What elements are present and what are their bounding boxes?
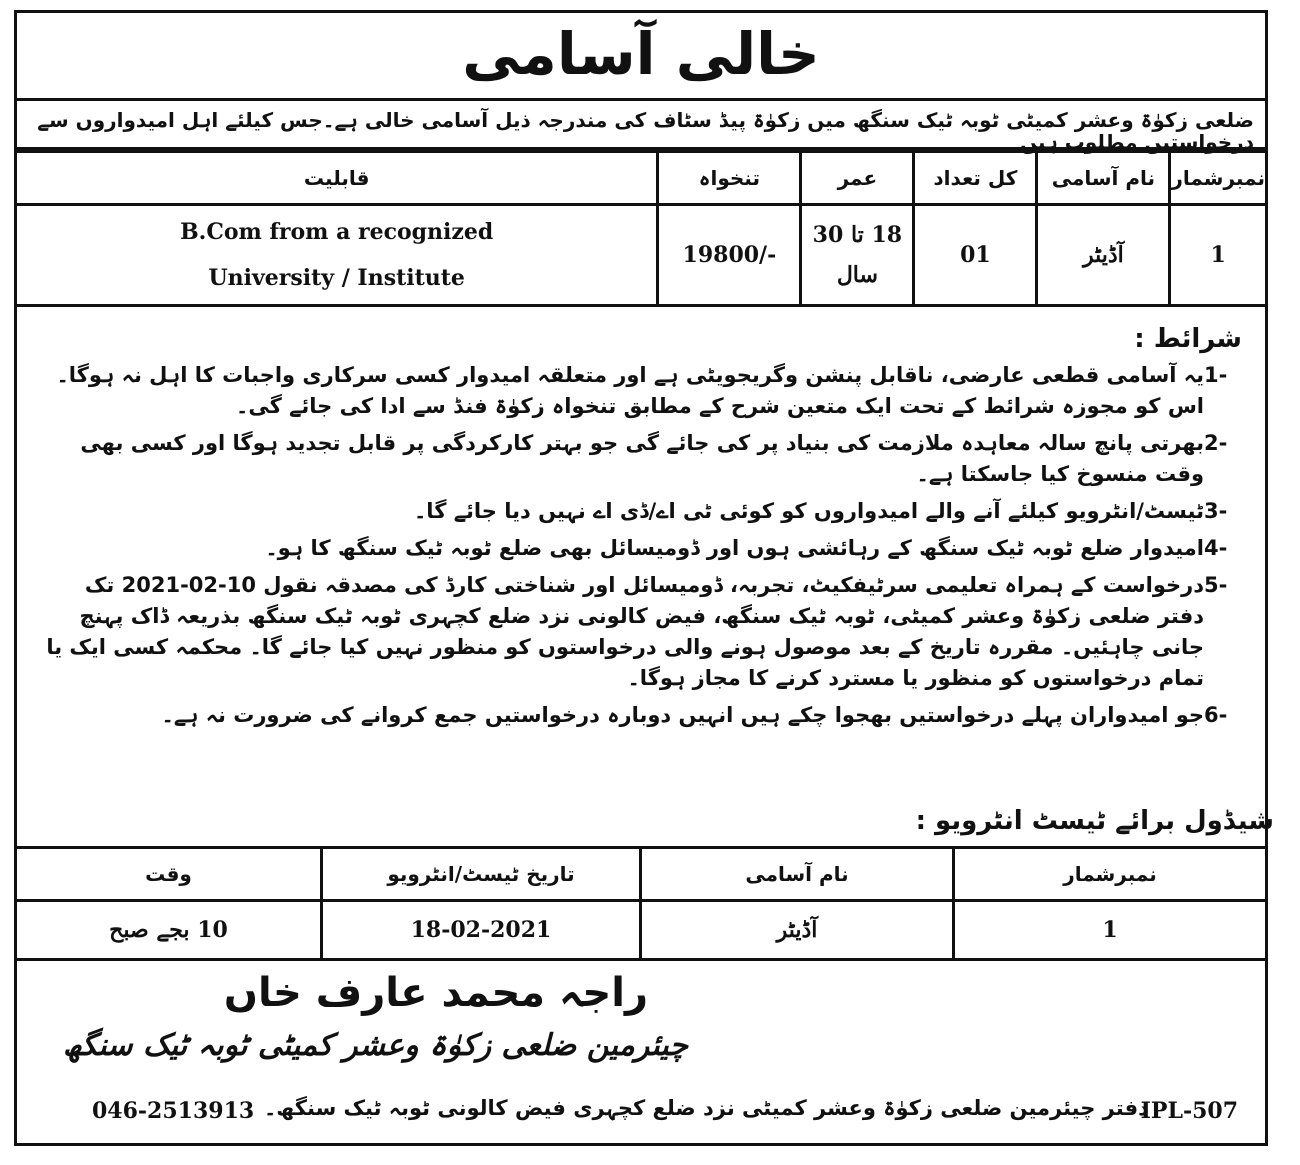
condition-text: جو امیدواران پہلے درخواستیں بھجوا چکے ہیں انہیں دوبارہ درخواستیں جمع کروانے کی ضرورت نہ ہے۔ [161, 703, 1204, 727]
cell-qualification [16, 205, 658, 306]
cell-age-line1: 18 تا 30 [812, 222, 903, 248]
footer-address: دفتر چیئرمین ضلعی زکوٰۃ وعشر کمیٹی نزد ضلع کچہری فیض کالونی ٹوبہ ٹیک سنگھ۔ [264, 1096, 1149, 1120]
condition-number: 3- [1204, 499, 1228, 523]
conditions-heading: شرائط : [1134, 324, 1242, 354]
schedule-table-wrapper [14, 846, 1268, 956]
header-age: عمر [801, 152, 914, 205]
table-row [16, 901, 1267, 960]
condition-number: 2- [1204, 431, 1228, 455]
cell-serial: 1 [1170, 205, 1267, 306]
table-row [16, 205, 1267, 306]
condition-item [40, 570, 1242, 694]
condition-text: ٹیسٹ/انٹرویو کیلئے آنے والے امیدواروں کو کوئی ٹی اے/ڈی اے نہیں دیا جائے گا۔ [414, 499, 1204, 523]
condition-item [40, 533, 1242, 564]
posts-table [14, 150, 1268, 307]
schedule-table-header [16, 848, 1267, 901]
condition-text: امیدوار ضلع ٹوبہ ٹیک سنگھ کے رہائشی ہوں اور ڈومیسائل بھی ضلع ٹوبہ ٹیک سنگھ کا ہو۔ [265, 536, 1204, 560]
header-post: نام آسامی [641, 848, 954, 901]
condition-text: یہ آسامی قطعی عارضی، ناقابل پنشن وگریجویٹی ہے اور متعلقہ امیدوار کسی سرکاری واجبات کا اہل نہ ہوگا۔ اس کو مجوزہ شرائط کے تحت ایک متعین شرح کے مطابق تنخواہ زکوٰۃ فنڈ سے ادا کی جائے گی۔ [56, 363, 1204, 418]
condition-number: 5- [1204, 573, 1228, 597]
header-date: تاریخ ٹیسٹ/انٹرویو [322, 848, 641, 901]
cell-age [801, 205, 914, 306]
conditions-section [14, 318, 1268, 808]
intro-text: ضلعی زکوٰۃ وعشر کمیٹی ٹوبہ ٹیک سنگھ میں زکوٰۃ پیڈ سٹاف کی مندرجہ ذیل آسامی خالی ہے۔جس کیلئے اہل امیدواروں سے درخواستیں مطلوب ہیں۔ [14, 98, 1268, 150]
header-serial: نمبرشمار [1170, 152, 1267, 205]
footer-reference: IPL-507 [1140, 1098, 1238, 1124]
header-serial: نمبرشمار [954, 848, 1267, 901]
qualification-line2: University / Institute [208, 265, 465, 291]
cell-salary: 19800/- [658, 205, 801, 306]
condition-number: 4- [1204, 536, 1228, 560]
condition-item [40, 428, 1242, 490]
cell-post: آڈیٹر [1037, 205, 1170, 306]
condition-item [40, 360, 1242, 422]
cell-age-line2: سال [836, 262, 878, 288]
header-qualification: قابلیت [16, 152, 658, 205]
condition-item [40, 496, 1242, 527]
title-banner [14, 10, 1268, 98]
condition-text: بھرتی پانچ سالہ معاہدہ ملازمت کی بنیاد پر کی جائے گی جو بہتر کارکردگی پر قابل تجدید ہوگا اور کسی بھی وقت منسوخ کیا جاسکتا ہے۔ [80, 431, 1204, 486]
cell-total: 01 [914, 205, 1037, 306]
condition-number: 1- [1204, 363, 1228, 387]
page-title: خالی آسامی [462, 20, 820, 88]
signer-title: چیئرمین ضلعی زکوٰۃ وعشر کمیٹی ٹوبہ ٹیک سنگھ [62, 1028, 688, 1063]
cell-time: 10 بجے صبح [16, 901, 322, 960]
header-post: نام آسامی [1037, 152, 1170, 205]
condition-text: درخواست کے ہمراہ تعلیمی سرٹیفکیٹ، تجربہ، ڈومیسائل اور شناختی کارڈ کی مصدقہ نقول 10-02-2021 تک دفتر ضلعی زکوٰۃ وعشر کمیٹی، ٹوبہ ٹیک سنگھ، فیض کالونی نزد ضلع کچہری ٹوبہ ٹیک سنگھ بذریعہ ڈاک پہنچ جانی چاہئیں۔ مقررہ تاریخ کے بعد موصول ہونے والی درخواستوں کو منظور نہیں کیا جائے گا۔ محکمہ کسی ایک یا تمام درخواستوں کو منظور یا مسترد کرنے کا مجاز ہوگا۔ [46, 573, 1204, 690]
schedule-heading: شیڈول برائے ٹیسٹ انٹرویو : [915, 806, 1274, 836]
signature-block [14, 960, 1268, 1146]
posts-table-header [16, 152, 1267, 205]
cell-post: آڈیٹر [641, 901, 954, 960]
condition-item [40, 700, 1242, 731]
header-total: کل تعداد [914, 152, 1037, 205]
posts-table-wrapper [14, 150, 1268, 310]
header-time: وقت [16, 848, 322, 901]
qualification-line1: B.Com from a recognized [180, 219, 494, 245]
signer-name: راجہ محمد عارف خاں [223, 970, 648, 1016]
footer-phone: 046-2513913 [92, 1098, 255, 1124]
header-salary: تنخواہ [658, 152, 801, 205]
cell-serial: 1 [954, 901, 1267, 960]
schedule-table [14, 846, 1268, 961]
cell-date: 18-02-2021 [322, 901, 641, 960]
condition-number: 6- [1204, 703, 1228, 727]
